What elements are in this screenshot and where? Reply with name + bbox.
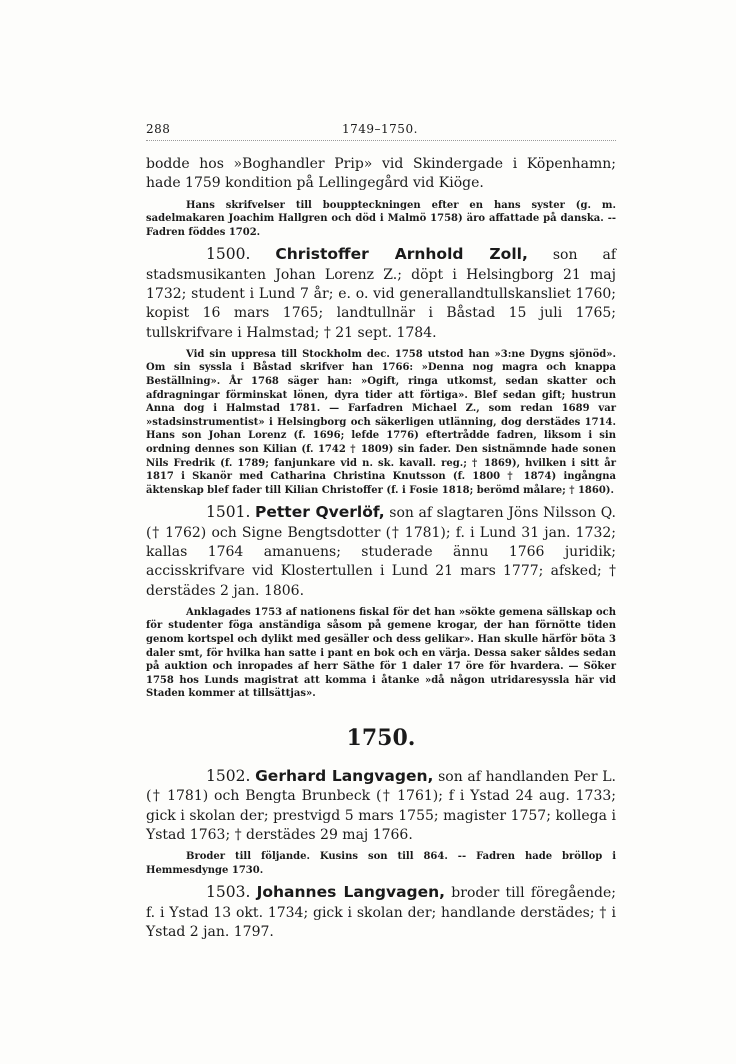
header-rule [146,140,616,144]
entry-1502 [146,767,616,845]
entry-number: 1501. [206,503,251,522]
entry-name: Christoffer Arnhold Zoll, [275,245,528,264]
entry-name: Petter Qverlöf, [255,503,385,522]
entry-1500-note: Vid sin uppresa till Stockholm dec. 1758 utstod han »3:ne Dygns sjönöd». Om sin syssla i Båstad skrifver han 1766: »Denna nog magra och knappa Beställning». År 1768 säger han: »Ogift, ringa utkomst, sedan skatter och afdragningar förminskat lönen, dyra tider att förtiga». Blef sedan gift; hustrun Anna dog i Halmstad 1781. — Farfadren Michael Z., som redan 1689 var »stadsinstrumentist» i Helsingborg och säkerligen utlänning, dog derstädes 1714. Hans son Johan Lorenz (f. 1696; lefde 1776) eftertrådde fadren, liksom i sin ordning dennes son Kilian (f. 1742 † 1809) sin fader. Den sistnämnde hade sonen Nils Fredrik (f. 1789; fanjunkare vid n. sk. kavall. reg.; † 1869), hvilken i sitt år 1817 i Skanör med Catharina Christina Knutsson (f. 1800 † 1874) ingångna äktenskap blef fader till Kilian Christoffer (f. i Fosie 1818; berömd målare; † 1860). [146,348,616,496]
entry-1501 [146,503,616,600]
continued-text: bodde hos »Boghandler Prip» vid Skindergade i Köpenhamn; hade 1759 kondition på Lellingegård vid Kiöge. [146,156,616,192]
entry-1501-note: Anklagades 1753 af nationens fiskal för det han »sökte gemena sällskap och för studenter föga anständiga såsom på gemene krogar, der han förnötte tiden genom kortspel och dylikt med gesäller och dess gelikar». Han skulle härför böta 3 daler smt, för hvilka han satte i pant en bok och en värja. Dessa saker såldes sedan på auktion och inropades af herr Säthe för 1 daler 17 öre för hvardera. — Söker 1758 hos Lunds magistrat att komma i åtanke »då någon utridaresyssla här vid Staden kommer at tillsättjas». [146,606,616,700]
entry-1502-note: Broder till följande. Kusins son till 864. -- Fadren hade bröllop i Hemmesdynge 1730. [146,851,616,876]
entry-name: Johannes Langvagen, [256,883,446,902]
entry-text: son af slagtaren Jöns Nilsson Q. († 1762) och Signe Bengtsdotter († 1781); f. i Lund 31 jan. 1732; kallas 1764 amanuens; studerade ännu 1766 juridik; accisskrifvare vid Klostertullen i Lund 21 mars 1777; afsked; † derstädes 2 jan. 1806. [146,505,616,599]
year-heading: 1750. [346,725,416,752]
entry-name: Gerhard Langvagen, [255,767,434,786]
continued-note: Hans skrifvelser till bouppteckningen efter en hans syster (g. m. sadelmakaren Joachim Hallgren och död i Malmö 1758) äro affattade på danska. -- Fadren föddes 1702. [146,199,616,238]
entry-number: 1500. [206,245,251,264]
entry-number: 1503. [206,883,251,902]
page-body [146,155,616,942]
year-range: 1749–1750. [342,122,418,136]
page-number: 288 [146,122,171,136]
entry-text: broder till föregående; f. i Ystad 13 okt. 1734; gick i skolan der; handlande derstädes; † i Ystad 2 jan. 1797. [146,885,616,940]
running-header [146,122,616,142]
entry-1500 [146,245,616,342]
entry-number: 1502. [206,767,251,786]
entry-text: son af stadsmusikanten Johan Lorenz Z.; döpt i Helsingborg 21 maj 1732; student i Lund 7 år; e. o. vid generallandtullskansliet 1760; kopist 16 mars 1765; landtullnär i Båstad 15 juli 1765; tullskrifvare i Halmstad; † 21 sept. 1784. [146,247,616,341]
entry-1503 [146,883,616,942]
entry-text: son af handlanden Per L. († 1781) och Bengta Brunbeck († 1761); f i Ystad 24 aug. 1733; gick i skolan der; prestvigd 5 mars 1755; magister 1757; kollega i Ystad 1763; † derstädes 29 maj 1766. [146,769,617,843]
